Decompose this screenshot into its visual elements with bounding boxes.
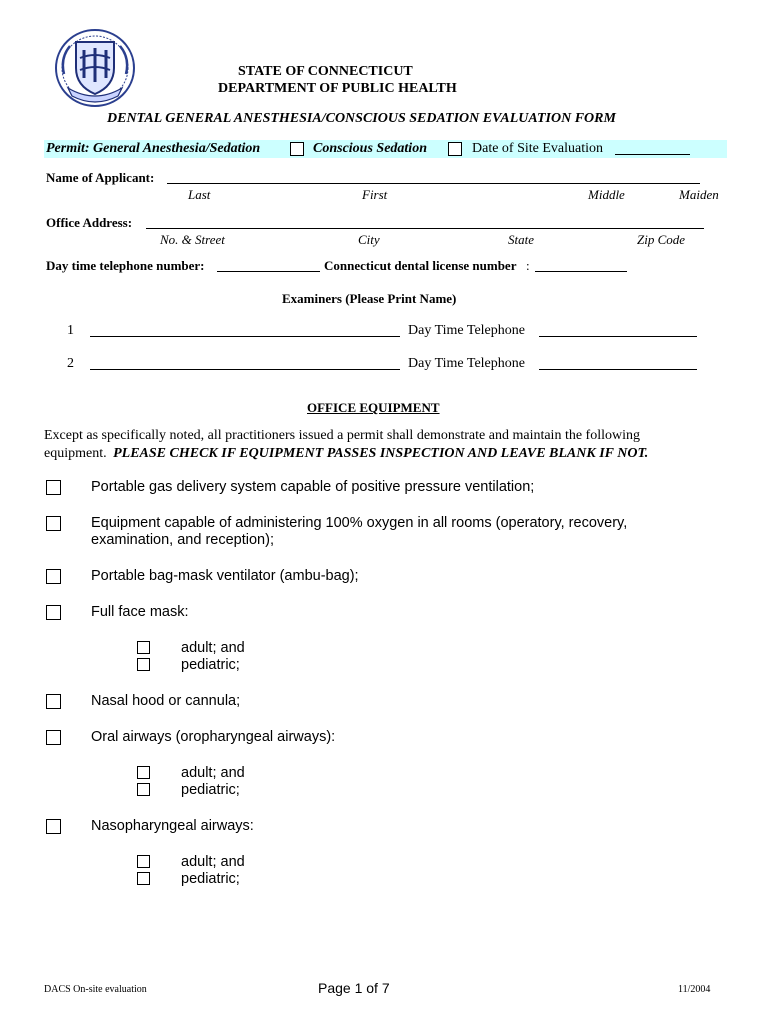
equipment-4-pediatric-checkbox[interactable] [137, 658, 150, 671]
applicant-maiden-caption: Maiden [679, 187, 719, 202]
equipment-6-adult-checkbox[interactable] [137, 766, 150, 779]
equipment-intro-plain: equipment. [44, 446, 107, 461]
examiner-2-phone-label: Day Time Telephone [408, 356, 525, 371]
equipment-6-adult-label: adult; and [181, 765, 245, 781]
equipment-4-checkbox[interactable] [46, 605, 61, 620]
examiner-2-phone-field[interactable] [539, 369, 697, 370]
equipment-intro-line1: Except as specifically noted, all practitioners issued a permit shall demonstrate and maintain the following [44, 428, 640, 443]
address-street-caption: No. & Street [160, 232, 225, 247]
equipment-3-label: Portable bag-mask ventilator (ambu-bag); [91, 568, 359, 584]
examiner-1-phone-field[interactable] [539, 336, 697, 337]
equipment-intro-emphasis: PLEASE CHECK IF EQUIPMENT PASSES INSPECTION AND LEAVE BLANK IF NOT. [113, 446, 649, 461]
equipment-6-pediatric-label: pediatric; [181, 782, 240, 798]
equipment-6-checkbox[interactable] [46, 730, 61, 745]
equipment-4-adult-checkbox[interactable] [137, 641, 150, 654]
equipment-7-pediatric-label: pediatric; [181, 871, 240, 887]
license-number-label: Connecticut dental license number [324, 258, 517, 273]
connecticut-state-seal-icon [54, 28, 136, 108]
department-name: DEPARTMENT OF PUBLIC HEALTH [218, 81, 457, 96]
equipment-3-checkbox[interactable] [46, 569, 61, 584]
conscious-sedation-checkbox[interactable] [448, 142, 462, 156]
equipment-4-adult-label: adult; and [181, 640, 245, 656]
site-evaluation-date-label: Date of Site Evaluation [472, 141, 604, 156]
office-address-field[interactable] [146, 228, 704, 229]
state-name: STATE OF CONNECTICUT [238, 64, 413, 79]
equipment-4-label: Full face mask: [91, 604, 189, 620]
examiner-1-phone-label: Day Time Telephone [408, 323, 525, 338]
equipment-6-pediatric-checkbox[interactable] [137, 783, 150, 796]
applicant-middle-caption: Middle [588, 187, 625, 202]
address-zip-caption: Zip Code [637, 232, 686, 247]
form-title: DENTAL GENERAL ANESTHESIA/CONSCIOUS SEDATION EVALUATION FORM [107, 111, 616, 126]
equipment-7-checkbox[interactable] [46, 819, 61, 834]
conscious-sedation-label: Conscious Sedation [313, 141, 427, 156]
examiner-1-number: 1 [67, 323, 74, 338]
equipment-7-pediatric-checkbox[interactable] [137, 872, 150, 885]
applicant-first-caption: First [362, 187, 388, 202]
daytime-phone-label: Day time telephone number: [46, 258, 205, 273]
address-city-caption: City [358, 232, 380, 247]
daytime-phone-field[interactable] [217, 271, 320, 272]
examiner-2-name-field[interactable] [90, 369, 400, 370]
equipment-4-pediatric-label: pediatric; [181, 657, 240, 673]
equipment-7-adult-checkbox[interactable] [137, 855, 150, 868]
license-number-field[interactable] [535, 271, 627, 272]
equipment-2-label-line2: examination, and reception); [91, 532, 274, 548]
applicant-label: Name of Applicant: [46, 170, 155, 185]
equipment-1-checkbox[interactable] [46, 480, 61, 495]
examiners-heading: Examiners (Please Print Name) [282, 291, 457, 306]
equipment-intro-line2 [44, 446, 648, 462]
equipment-7-label: Nasopharyngeal airways: [91, 818, 254, 834]
equipment-7-adult-label: adult; and [181, 854, 245, 870]
equipment-1-label: Portable gas delivery system capable of positive pressure ventilation; [91, 479, 535, 495]
examiner-2-number: 2 [67, 356, 74, 371]
site-evaluation-date-field[interactable] [615, 154, 690, 155]
equipment-2-label-line1: Equipment capable of administering 100% oxygen in all rooms (operatory, recovery, [91, 515, 628, 531]
footer-form-name: DACS On-site evaluation [44, 984, 147, 995]
general-anesthesia-checkbox[interactable] [290, 142, 304, 156]
applicant-last-caption: Last [188, 187, 211, 202]
equipment-5-checkbox[interactable] [46, 694, 61, 709]
equipment-5-label: Nasal hood or cannula; [91, 693, 241, 709]
address-state-caption: State [508, 232, 534, 247]
permit-label: Permit: General Anesthesia/Sedation [46, 141, 261, 156]
applicant-name-field[interactable] [167, 183, 700, 184]
equipment-6-label: Oral airways (oropharyngeal airways): [91, 729, 336, 745]
footer-revision-date: 11/2004 [678, 984, 711, 995]
office-equipment-heading: OFFICE EQUIPMENT [307, 400, 440, 415]
examiner-1-name-field[interactable] [90, 336, 400, 337]
license-number-colon: : [526, 258, 530, 273]
footer-page-number: Page 1 of 7 [318, 980, 390, 996]
office-address-label: Office Address: [46, 215, 133, 230]
equipment-2-checkbox[interactable] [46, 516, 61, 531]
